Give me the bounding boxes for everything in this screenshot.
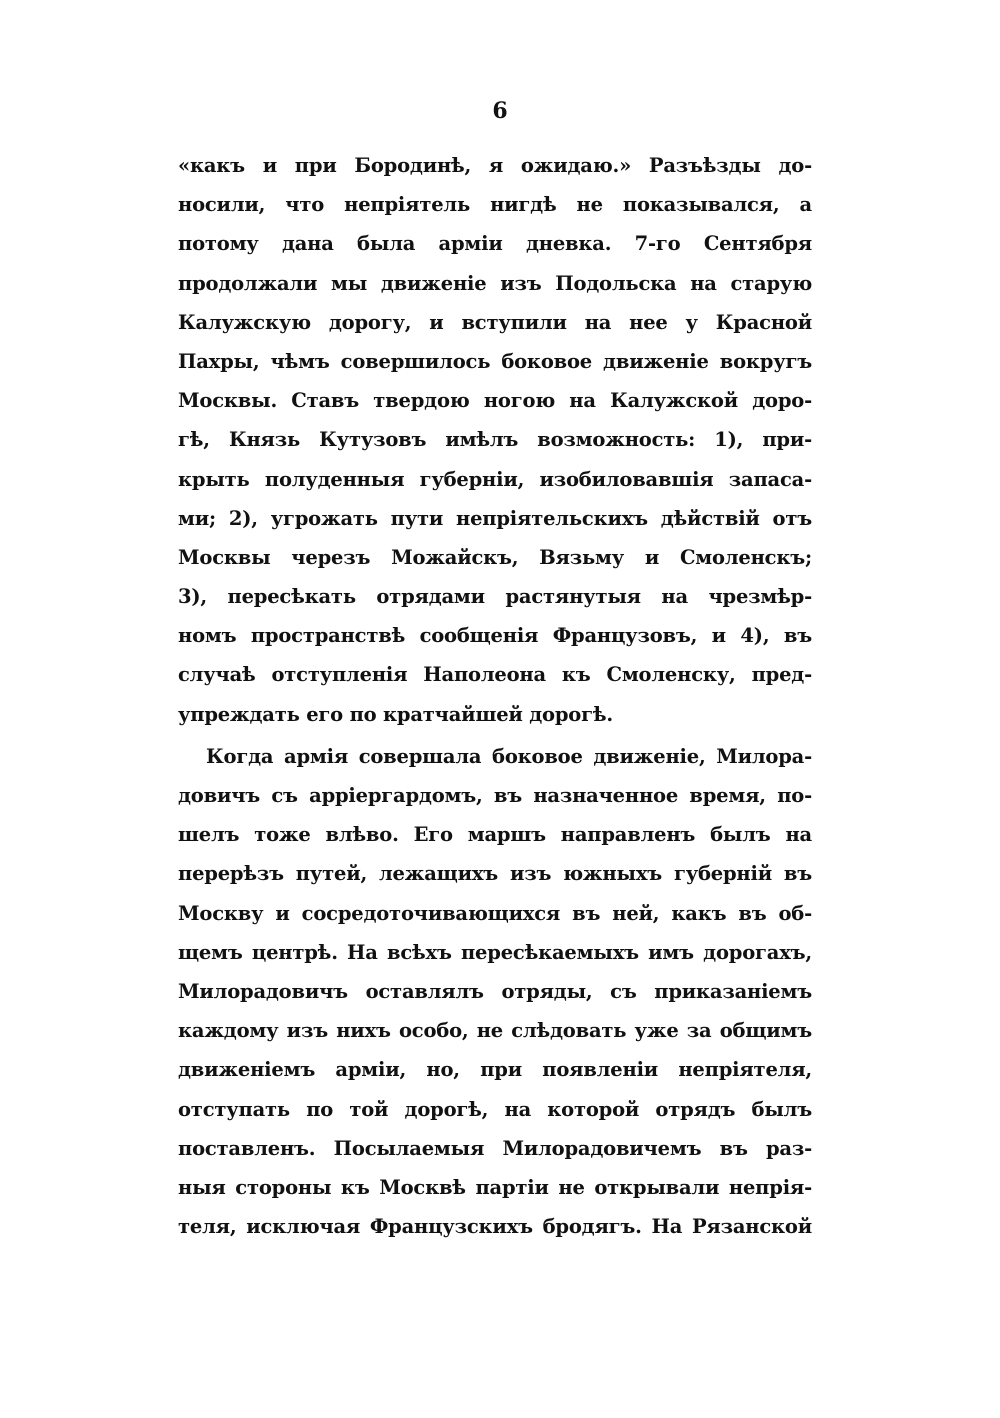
body-text — [178, 146, 812, 1246]
text-line: 3), пересѣкать отрядами растянутыя на чрезмѣр- — [178, 585, 812, 609]
text-line: гѣ, Князь Кутузовъ имѣлъ возможность: 1), при- — [178, 428, 812, 452]
text-line: Когда армія совершала боковое движеніе, Милора- — [206, 744, 812, 768]
text-line: довичъ съ арріергардомъ, въ назначенное время, по- — [178, 784, 812, 807]
page-number: 6 — [492, 98, 508, 124]
text-line: Москвы черезъ Можайскъ, Вязьму и Смоленскъ; — [178, 545, 812, 569]
text-line: перерѣзъ путей, лежащихъ изъ южныхъ губерній въ — [178, 862, 812, 886]
text-line: шелъ тоже влѣво. Его маршъ направленъ былъ на — [178, 823, 812, 847]
text-line: Калужскую дорогу, и вступили на нее у Красной — [178, 310, 812, 334]
text-line: движеніемъ арміи, но, при появленіи непріятеля, — [178, 1058, 812, 1082]
text-line: номъ пространствѣ сообщенія Французовъ, и 4), въ — [178, 624, 812, 648]
text-line: поставленъ. Посылаемыя Милорадовичемъ въ раз- — [178, 1136, 812, 1160]
text-line: потому дана была арміи дневка. 7-го Сентября — [178, 232, 812, 256]
text-line: Москвы. Ставъ твердою ногою на Калужской доро- — [178, 389, 812, 413]
paragraph-1 — [178, 146, 812, 734]
text-line: «какъ и при Бородинѣ, я ожидаю.» Разъѣзды до- — [178, 154, 812, 177]
text-line: теля, исключая Французскихъ бродягъ. На Рязанской — [178, 1215, 812, 1239]
text-line: упреждать его по кратчайшей дорогѣ. — [178, 702, 613, 726]
text-line: отступать по той дорогѣ, на которой отрядъ былъ — [178, 1097, 812, 1121]
text-line: ныя стороны къ Москвѣ партіи не открывали непрія- — [178, 1175, 812, 1199]
text-line: случаѣ отступленія Наполеона къ Смоленску, пред- — [178, 663, 812, 687]
paragraph-2 — [178, 737, 812, 1246]
text-line: крыть полуденныя губерніи, изобиловавшія запаса- — [178, 467, 812, 491]
text-line: ми; 2), угрожать пути непріятельскихъ дѣйствій отъ — [178, 506, 812, 530]
text-line: носили, что непріятель нигдѣ не показывался, а — [178, 193, 812, 217]
text-line: Москву и сосредоточивающихся въ ней, какъ въ об- — [178, 901, 812, 925]
text-line: каждому изъ нихъ особо, не слѣдовать уже за общимъ — [178, 1019, 812, 1043]
text-line: продолжали мы движеніе изъ Подольска на старую — [178, 271, 812, 295]
text-line: Милорадовичъ оставлялъ отряды, съ приказаніемъ — [178, 979, 812, 1003]
text-line: щемъ центрѣ. На всѣхъ пересѣкаемыхъ имъ дорогахъ, — [178, 940, 812, 964]
text-line: Пахры, чѣмъ совершилось боковое движеніе вокругъ — [178, 349, 812, 373]
